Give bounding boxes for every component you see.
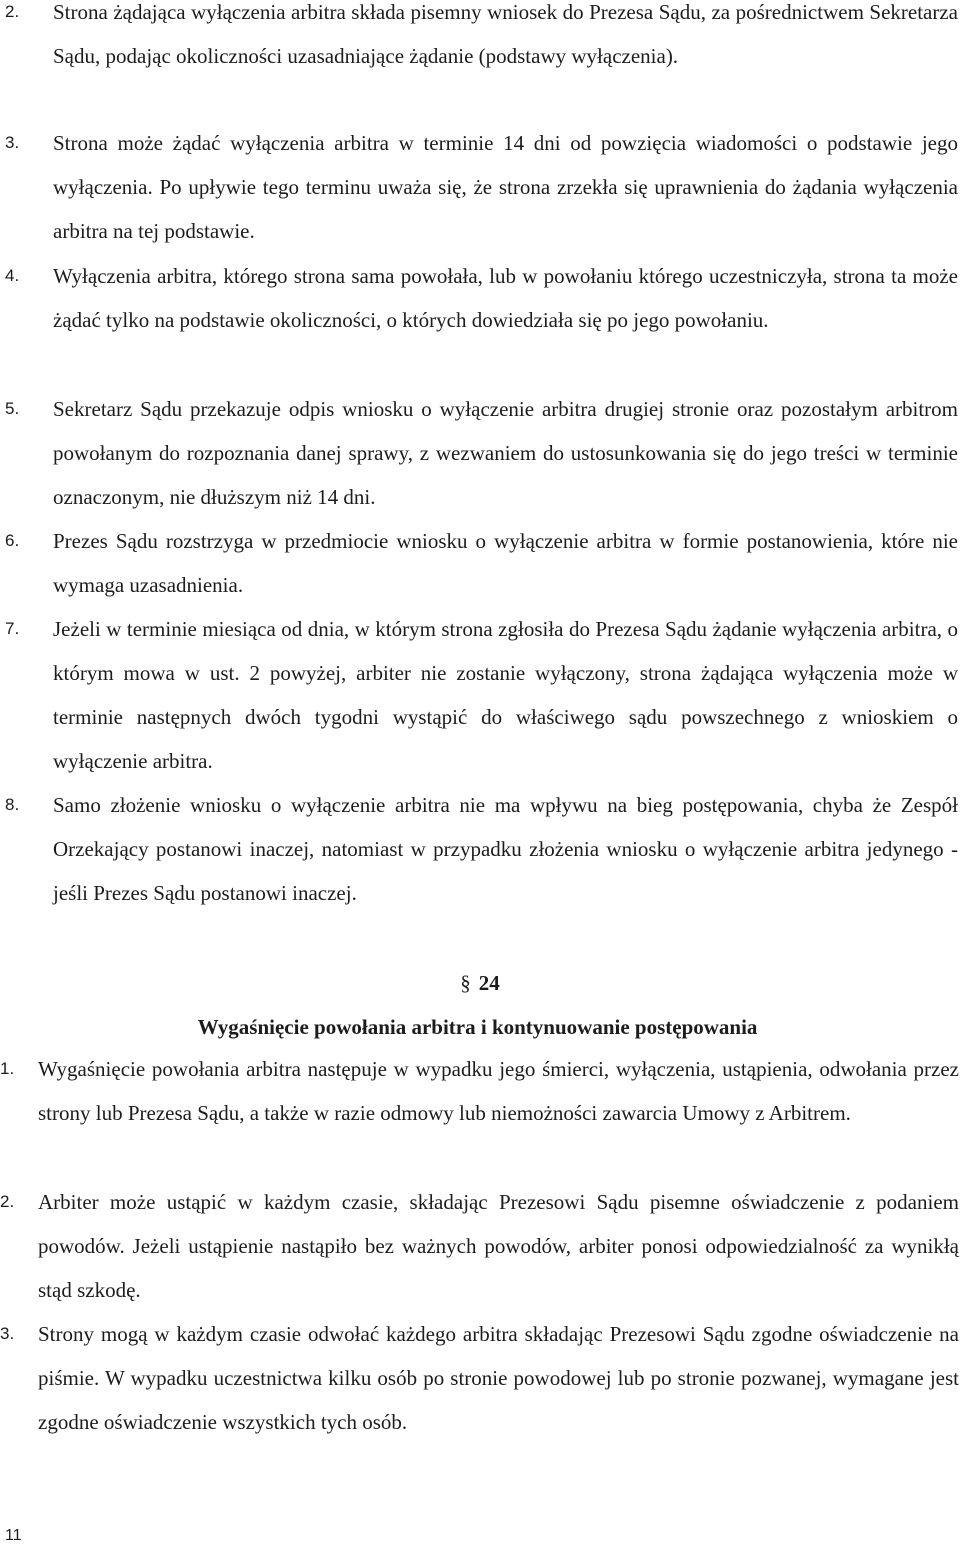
list-item: [0, 783, 958, 915]
list-item: [0, 607, 958, 783]
list-item: [0, 387, 958, 519]
list-item-number: 3.: [0, 1324, 15, 1343]
list-item-text: Wyłączenia arbitra, którego strona sama powołała, lub w powołaniu którego uczestniczyła, strona ta może żądać tylko na podstawie okoliczności, o których dowiedziała się po jego powołaniu.: [53, 264, 958, 332]
list-item-number: 3.: [5, 133, 20, 152]
list-item-number: 5.: [5, 399, 20, 418]
list-item: [0, 1180, 959, 1312]
list-item: [0, 519, 958, 607]
list-item-number: 6.: [5, 531, 20, 550]
list-item-text: Wygaśnięcie powołania arbitra następuje w wypadku jego śmierci, wyłączenia, ustąpienia, odwołania przez strony lub Prezesa Sądu, a także w razie odmowy lub niemożności zawarcia Umowy z Arbitrem.: [38, 1057, 959, 1125]
list-item-number: 2.: [0, 1192, 15, 1211]
list-item: [0, 254, 958, 342]
list-item-number: 2.: [5, 2, 20, 21]
list-item-number: 7.: [5, 619, 20, 638]
list-item-text: Prezes Sądu rozstrzyga w przedmiocie wniosku o wyłączenie arbitra w formie postanowienia, które nie wymaga uzasadnienia.: [53, 529, 958, 597]
list-item: [0, 1047, 959, 1135]
section-title: Wygaśnięcie powołania arbitra i kontynuowanie postępowania: [197, 1015, 758, 1039]
list-item-number: 8.: [5, 795, 20, 814]
section-number: [0, 963, 960, 1003]
list-item-text: Jeżeli w terminie miesiąca od dnia, w którym strona zgłosiła do Prezesa Sądu żądanie wyłączenia arbitra, o którym mowa w ust. 2 powyżej, arbiter nie zostanie wyłączony, strona żądająca wyłączenia może w terminie następnych dwóch tygodni wystąpić do właściwego sądu powszechnego z wnioskiem o wyłączenie arbitra.: [53, 617, 958, 773]
list-item-text: Strona żądająca wyłączenia arbitra składa pisemny wniosek do Prezesa Sądu, za pośrednictwem Sekretarza Sądu, podając okoliczności uzasadniające żądanie (podstawy wyłączenia).: [53, 0, 958, 68]
page-number: 11: [5, 1527, 22, 1544]
list-item-text: Sekretarz Sądu przekazuje odpis wniosku o wyłączenie arbitra drugiej stronie oraz pozostałym arbitrom powołanym do rozpoznania danej sprawy, z wezwaniem do ustosunkowania się do jego treści w terminie oznaczonym, nie dłuższym niż 14 dni.: [53, 397, 958, 509]
section-number-value: 24: [478, 971, 500, 995]
list-item: [0, 1312, 959, 1444]
list-item-text: Strona może żądać wyłączenia arbitra w terminie 14 dni od powzięcia wiadomości o podstawie jego wyłączenia. Po upływie tego terminu uważa się, że strona zrzekła się uprawnienia do żądania wyłączenia arbitra na tej podstawie.: [53, 131, 958, 243]
list-item-text: Strony mogą w każdym czasie odwołać każdego arbitra składając Prezesowi Sądu zgodne oświadczenie na piśmie. W wypadku uczestnictwa kilku osób po stronie powodowej lub po stronie pozwanej, wymagane jest zgodne oświadczenie wszystkich tych osób.: [38, 1322, 959, 1434]
section-symbol: §: [460, 971, 471, 995]
list-item: [0, 0, 958, 78]
list-item: [0, 121, 958, 253]
list-item-number: 4.: [5, 266, 20, 285]
list-item-text: Arbiter może ustąpić w każdym czasie, składając Prezesowi Sądu pisemne oświadczenie z podaniem powodów. Jeżeli ustąpienie nastąpiło bez ważnych powodów, arbiter ponosi odpowiedzialność za wynikłą stąd szkodę.: [38, 1190, 959, 1302]
list-item-text: Samo złożenie wniosku o wyłączenie arbitra nie ma wpływu na bieg postępowania, chyba że Zespół Orzekający postanowi inaczej, natomiast w przypadku złożenia wniosku o wyłączenie arbitra jedynego - jeśli Prezes Sądu postanowi inaczej.: [53, 793, 958, 905]
list-item-number: 1.: [0, 1059, 15, 1078]
